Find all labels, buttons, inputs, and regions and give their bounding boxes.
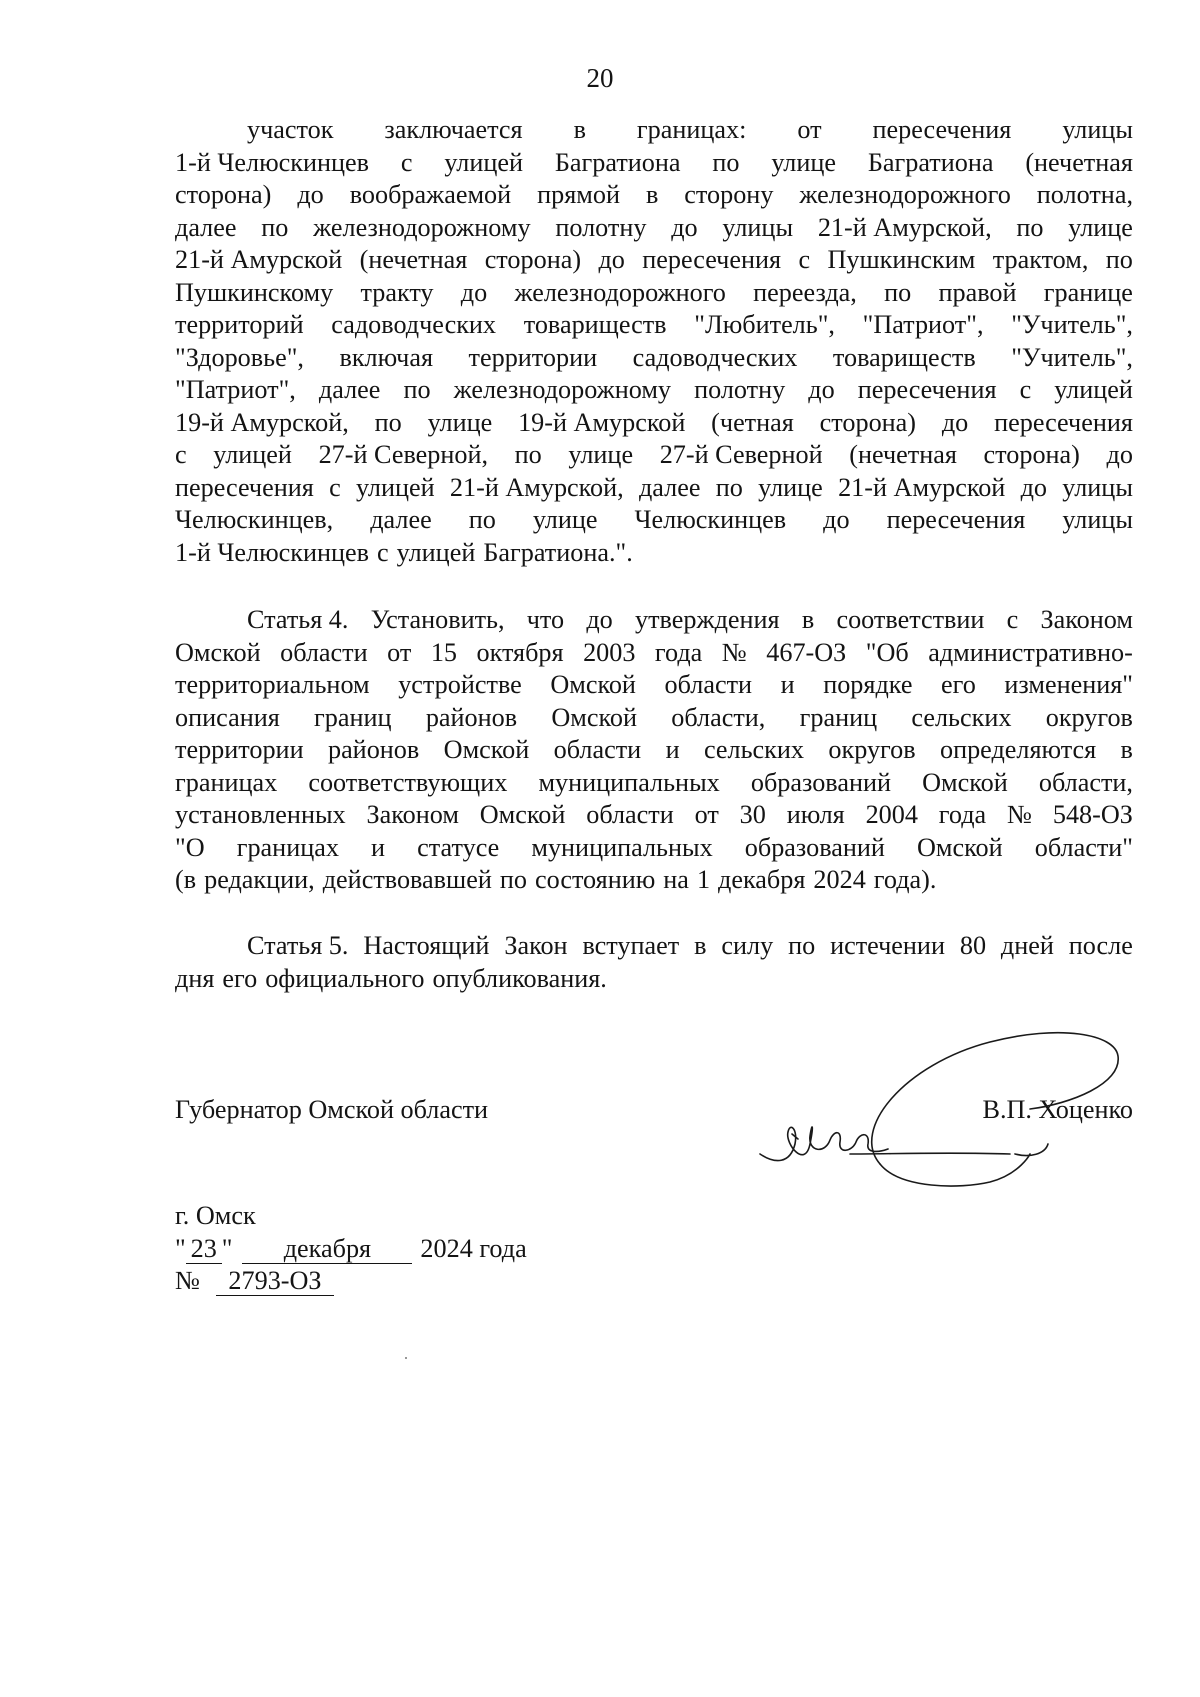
- word: пересечения: [994, 407, 1133, 437]
- word: железнодорожному: [453, 375, 672, 404]
- word: тракту: [360, 277, 434, 307]
- word: 1: [696, 865, 711, 894]
- word: границах: [175, 767, 278, 797]
- word: округов: [1045, 702, 1133, 732]
- page-number: 20: [586, 63, 614, 93]
- word: границах:: [636, 115, 747, 144]
- signatory-title: Губернатор Омской области: [175, 1095, 489, 1124]
- word: районов: [425, 702, 518, 732]
- word: 1-й Челюскинцев: [175, 147, 370, 177]
- word: Законом: [1040, 605, 1133, 634]
- word: изменения": [1004, 670, 1133, 699]
- word: границах: [236, 832, 339, 862]
- word: Челюскинцев: [634, 505, 787, 534]
- word: истечении: [830, 931, 945, 960]
- word: полотну: [694, 375, 786, 404]
- word: года: [654, 637, 703, 667]
- word: до: [823, 505, 850, 534]
- word: далее: [175, 212, 237, 242]
- word: года: [938, 800, 987, 829]
- word: улице: [427, 407, 493, 437]
- word: границе: [1043, 277, 1133, 307]
- word: июля: [786, 800, 845, 829]
- word: улице: [771, 147, 836, 177]
- word: районов: [327, 735, 420, 764]
- date-open-quote: ": [175, 1233, 186, 1263]
- word: Омской: [443, 735, 530, 764]
- word: Багратиона: [867, 147, 994, 177]
- word: 467-ОЗ: [766, 637, 847, 667]
- word: сторону: [684, 180, 774, 209]
- word: его: [941, 670, 976, 699]
- text-line: [175, 864, 1133, 897]
- word: до: [297, 180, 324, 209]
- word: по: [712, 147, 740, 177]
- word: пересечения: [642, 245, 782, 274]
- word: до: [1020, 472, 1048, 502]
- signature-block: [175, 1084, 1133, 1194]
- word: "Учитель",: [1011, 310, 1133, 339]
- word: области: [664, 670, 753, 699]
- word: пересечения: [175, 472, 314, 502]
- word: описания: [175, 702, 280, 732]
- text-line: [175, 439, 1133, 472]
- text-line: [175, 114, 1133, 147]
- word: улицей: [396, 537, 476, 567]
- word: Багратиона: [554, 147, 681, 177]
- text-line: [175, 832, 1133, 865]
- word: соответствии: [836, 605, 985, 634]
- word: устройстве: [398, 670, 522, 699]
- word: области: [586, 800, 674, 829]
- word: товариществ: [523, 310, 667, 339]
- word: 2004: [865, 800, 918, 829]
- word: силу: [721, 931, 774, 960]
- text-line: [175, 734, 1133, 767]
- text-line: [175, 537, 1133, 570]
- word: до: [941, 407, 969, 437]
- word: (нечетная: [359, 245, 468, 274]
- word: территории: [468, 342, 598, 372]
- word: трактом,: [992, 245, 1089, 274]
- word: улицей: [355, 472, 435, 502]
- word: Законом: [366, 800, 459, 829]
- word: до: [460, 277, 488, 307]
- word: правой: [938, 277, 1017, 307]
- law-number: [175, 1265, 527, 1298]
- word: дня: [175, 963, 215, 993]
- text-line: [175, 930, 1133, 963]
- word: "О: [175, 832, 205, 862]
- word: "Патриот",: [175, 375, 296, 404]
- word: действовавшей: [322, 865, 492, 894]
- word: Установить,: [370, 605, 505, 634]
- word: улицы: [1062, 115, 1133, 144]
- word: границ: [314, 702, 392, 732]
- date-year: 2024 года: [420, 1233, 527, 1263]
- word: области: [280, 637, 368, 667]
- word: утверждения: [635, 605, 780, 634]
- word: с: [1006, 605, 1019, 634]
- word: железнодорожного: [799, 180, 1011, 209]
- word: (нечетная: [849, 440, 957, 469]
- word: административно-: [928, 637, 1133, 667]
- word: 30: [739, 800, 766, 829]
- word: с: [377, 537, 389, 567]
- word: области: [553, 735, 642, 764]
- text-line: [175, 637, 1133, 670]
- word: улицы: [1062, 505, 1133, 534]
- text-line: [175, 767, 1133, 800]
- boundary-description-paragraph: [175, 114, 1133, 569]
- date-close-quote: ": [221, 1233, 233, 1263]
- word: (в: [175, 865, 197, 894]
- word: 21-й Амурской: [838, 472, 1006, 502]
- word: по: [715, 472, 743, 502]
- word: Омской: [479, 800, 566, 829]
- text-line: [175, 374, 1133, 407]
- word: октября: [476, 637, 564, 667]
- text-line: [175, 277, 1133, 310]
- word: от: [797, 115, 822, 144]
- word: Омской: [917, 832, 1003, 862]
- word: "Учитель",: [1011, 342, 1133, 372]
- handwritten-signature: [730, 1004, 1130, 1204]
- date-day: 23: [186, 1235, 222, 1264]
- text-line: [175, 604, 1133, 637]
- word: по: [514, 440, 542, 469]
- word: в: [1120, 735, 1133, 764]
- word: в: [694, 931, 707, 960]
- word: территории: [175, 735, 304, 764]
- word: территориальном: [175, 670, 370, 699]
- word: заключается: [384, 115, 523, 144]
- place-date-block: [175, 1200, 527, 1298]
- word: участок: [247, 115, 334, 144]
- word: 19-й Амурской: [518, 407, 686, 437]
- word: 21-й Амурской,: [449, 472, 624, 502]
- signatory-name: В.П. Хоценко: [982, 1095, 1133, 1124]
- word: сельских: [703, 735, 804, 764]
- word: улице: [758, 472, 823, 502]
- word: сельских: [911, 702, 1012, 732]
- word: улицы: [1062, 472, 1133, 502]
- word: до: [1106, 440, 1133, 469]
- word: улице: [1068, 212, 1133, 242]
- word: 548-ОЗ: [1052, 800, 1133, 829]
- word: и: [371, 832, 386, 862]
- word: 2024: [813, 865, 866, 894]
- word: Пушкинскому: [175, 277, 334, 307]
- text-line: [175, 963, 1133, 996]
- word: установленных: [175, 800, 346, 829]
- word: по: [499, 865, 527, 894]
- word: округов: [828, 735, 916, 764]
- word: по: [468, 505, 496, 534]
- word: и: [780, 670, 795, 699]
- word: полотна,: [1036, 180, 1133, 209]
- word: Багратиона.".: [483, 537, 633, 567]
- word: Статья 5.: [247, 931, 349, 960]
- word: улицей: [1054, 375, 1133, 404]
- word: 2003: [583, 637, 636, 667]
- text-line: [175, 212, 1133, 245]
- word: его: [222, 963, 258, 993]
- word: с: [1019, 375, 1032, 404]
- word: с: [329, 472, 341, 502]
- word: пересечения: [857, 375, 997, 404]
- word: железнодорожного: [514, 277, 726, 307]
- word: воображаемой: [349, 180, 512, 209]
- word: прямой: [537, 180, 620, 209]
- word: соответствующих: [308, 767, 508, 797]
- word: (четная: [711, 407, 794, 437]
- word: далее: [318, 375, 381, 404]
- word: муниципальных: [538, 767, 720, 797]
- word: "Патриот",: [862, 310, 984, 339]
- word: 21-й Амурской: [175, 245, 343, 274]
- number-symbol: №: [175, 1266, 200, 1295]
- text-line: [175, 407, 1133, 440]
- text-line: [175, 504, 1133, 537]
- word: №: [721, 637, 747, 667]
- word: опубликования.: [432, 963, 607, 993]
- word: по: [1016, 212, 1044, 242]
- word: пересечения: [872, 115, 1012, 144]
- word: от: [694, 800, 719, 829]
- text-line: [175, 309, 1133, 342]
- word: садоводческих: [331, 310, 497, 339]
- word: сторона): [484, 245, 582, 274]
- text-line: [175, 669, 1133, 702]
- word: до: [598, 245, 625, 274]
- word: улицы: [722, 212, 794, 242]
- word: образований: [744, 832, 885, 862]
- word: железнодорожному: [313, 212, 531, 242]
- word: вступает: [582, 931, 680, 960]
- word: Закон: [504, 931, 568, 960]
- word: сторона): [819, 407, 917, 437]
- word: редакции,: [204, 865, 315, 894]
- text-line: [175, 799, 1133, 832]
- word: пересечения: [886, 505, 1026, 534]
- word: Омской: [550, 670, 636, 699]
- word: официального: [265, 963, 425, 993]
- word: после: [1068, 931, 1133, 960]
- word: №: [1007, 800, 1033, 829]
- word: "Об: [865, 637, 909, 667]
- word: 19-й Амурской,: [175, 407, 349, 437]
- word: 80: [959, 931, 987, 960]
- word: 27-й Северной: [659, 440, 823, 469]
- word: переезда,: [753, 277, 857, 307]
- word: садоводческих: [632, 342, 798, 372]
- word: состоянию: [534, 865, 656, 894]
- word: в: [573, 115, 586, 144]
- word: образований: [750, 767, 891, 797]
- word: и: [665, 735, 680, 764]
- word: сторона): [175, 180, 272, 209]
- word: товариществ: [832, 342, 976, 372]
- signing-date: [175, 1233, 527, 1266]
- word: улицей: [444, 147, 524, 177]
- article-4-paragraph: [175, 604, 1133, 897]
- word: в: [645, 180, 659, 209]
- word: области": [1034, 832, 1133, 862]
- word: улице: [532, 505, 598, 534]
- word: 15: [430, 637, 457, 667]
- word: улицей: [213, 440, 292, 469]
- word: области,: [671, 702, 766, 732]
- word: с: [175, 440, 187, 469]
- word: определяются: [939, 735, 1097, 764]
- article-5-paragraph: [175, 930, 1133, 995]
- word: (нечетная: [1025, 147, 1133, 177]
- word: с: [400, 147, 413, 177]
- word: полотну: [555, 212, 647, 242]
- word: территорий: [175, 310, 304, 339]
- word: 21-й Амурской,: [817, 212, 992, 242]
- word: далее: [638, 472, 701, 502]
- word: статусе: [417, 832, 500, 862]
- word: 27-й Северной,: [318, 440, 489, 469]
- word: включая: [339, 342, 434, 372]
- word: области,: [1038, 767, 1133, 797]
- text-line: [175, 342, 1133, 375]
- word: Омской: [551, 702, 637, 732]
- word: улице: [568, 440, 634, 469]
- word: Омской: [922, 767, 1008, 797]
- word: года).: [873, 865, 937, 894]
- word: Статья 4.: [247, 605, 349, 634]
- word: Челюскинцев,: [175, 505, 334, 534]
- text-line: [175, 472, 1133, 505]
- word: по: [261, 212, 289, 242]
- word: до: [671, 212, 698, 242]
- word: порядке: [823, 670, 913, 699]
- text-line: [175, 147, 1133, 180]
- word: до: [808, 375, 835, 404]
- place-of-signing: г. Омск: [175, 1201, 256, 1230]
- text-line: [175, 702, 1133, 735]
- word: Настоящий: [363, 931, 490, 960]
- date-month: декабря: [242, 1235, 412, 1264]
- word: по: [403, 375, 431, 404]
- word: далее: [370, 505, 432, 534]
- word: Пушкинским: [827, 245, 976, 274]
- word: Омской: [175, 637, 261, 667]
- word: "Здоровье",: [175, 342, 304, 372]
- word: что: [526, 605, 565, 634]
- word: границ: [799, 702, 878, 732]
- word: по: [788, 931, 816, 960]
- scan-speck: [405, 1357, 407, 1359]
- word: муниципальных: [531, 832, 713, 862]
- word: от: [387, 637, 412, 667]
- word: по: [884, 277, 912, 307]
- number-value: 2793-ОЗ: [216, 1267, 334, 1296]
- word: 1-й Челюскинцев: [175, 537, 370, 567]
- word: декабря: [718, 865, 806, 894]
- word: сторона): [983, 440, 1080, 469]
- text-line: [175, 179, 1133, 212]
- word: "Любитель",: [694, 310, 835, 339]
- word: дней: [1000, 931, 1054, 960]
- word: до: [586, 605, 613, 634]
- word: по: [374, 407, 402, 437]
- word: по: [1105, 245, 1133, 274]
- word: на: [663, 865, 689, 894]
- word: в: [801, 605, 815, 634]
- text-line: [175, 244, 1133, 277]
- word: с: [798, 245, 811, 274]
